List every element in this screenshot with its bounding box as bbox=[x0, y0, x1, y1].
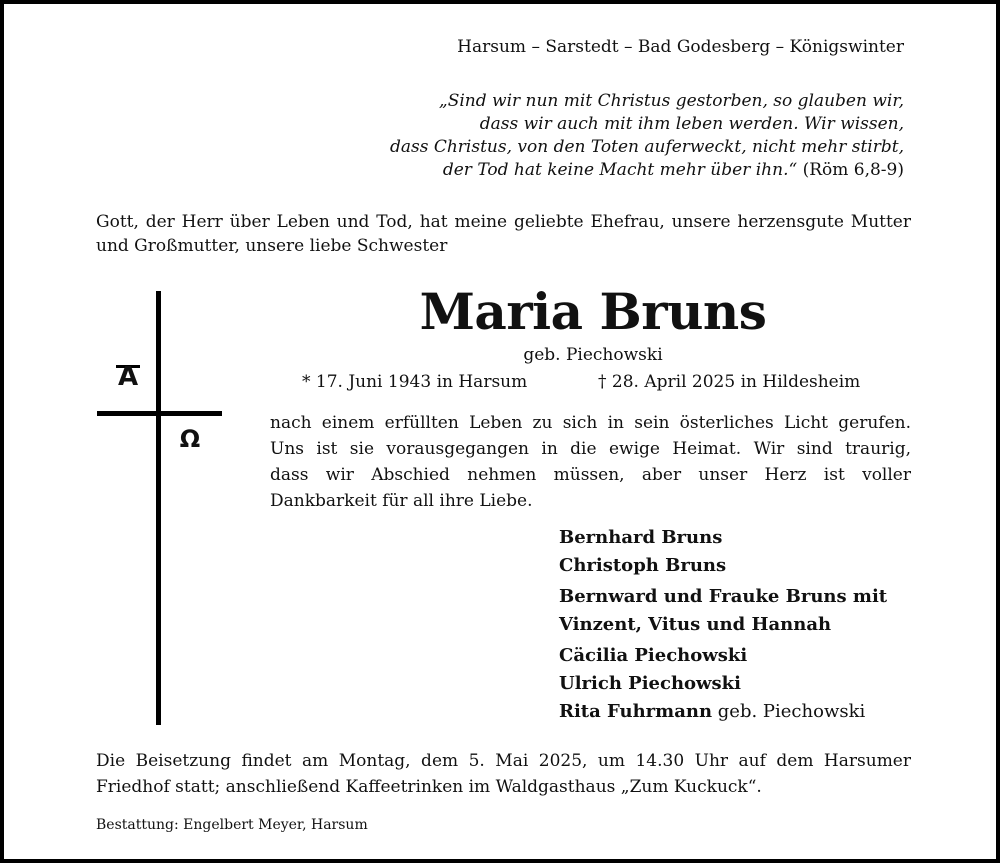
funeral-info bbox=[96, 748, 911, 800]
message-text bbox=[270, 410, 911, 514]
alpha-symbol: A bbox=[117, 362, 139, 392]
mourner-name: Rita Fuhrmann bbox=[559, 701, 713, 722]
funeral-line: Die Beisetzung findet am Montag, dem 5. Mai 2025, um 14.30 Uhr auf dem Harsumer bbox=[96, 751, 911, 771]
message-line: Dankbarkeit für all ihre Liebe. bbox=[270, 491, 533, 511]
intro-text bbox=[96, 210, 911, 258]
quote-line: der Tod hat keine Macht mehr über ihn.“ bbox=[442, 160, 798, 180]
bible-quote bbox=[390, 90, 904, 182]
quote-line: „Sind wir nun mit Christus gestorben, so glauben wir, bbox=[438, 91, 904, 111]
birth-name: geb. Piechowski bbox=[523, 345, 663, 365]
cross-horizontal-beam bbox=[97, 411, 222, 416]
message-line: Uns ist sie vorausgegangen in die ewige Heimat. Wir sind traurig, bbox=[270, 439, 911, 459]
birth-date: * 17. Juni 1943 in Harsum bbox=[302, 372, 528, 392]
intro-paragraph: Gott, der Herr über Leben und Tod, hat meine geliebte Ehefrau, unsere herzensgute Mutter und Großmutter, unsere liebe Schwester bbox=[96, 212, 911, 256]
mourner-name: Cäcilia Piechowski bbox=[559, 645, 748, 666]
omega-symbol: Ω bbox=[179, 425, 201, 453]
message-line: dass wir Abschied nehmen müssen, aber unser Herz ist voller bbox=[270, 465, 911, 485]
deceased-name: Maria Bruns bbox=[419, 282, 767, 341]
mourner-name: Ulrich Piechowski bbox=[559, 673, 741, 694]
mourner-name: Vinzent, Vitus und Hannah bbox=[559, 614, 832, 635]
quote-line: dass Christus, von den Toten auferweckt, nicht mehr stirbt, bbox=[389, 137, 904, 157]
mourner-name: Bernward und Frauke Bruns mit bbox=[559, 586, 888, 607]
places-line: Harsum – Sarstedt – Bad Godesberg – Königswinter bbox=[457, 37, 904, 57]
mourners-list bbox=[559, 524, 887, 729]
undertaker-credit: Bestattung: Engelbert Meyer, Harsum bbox=[96, 817, 368, 833]
quote-line: dass wir auch mit ihm leben werden. Wir wissen, bbox=[479, 114, 904, 134]
mourner-name: Bernhard Bruns bbox=[559, 527, 723, 548]
quote-reference: (Röm 6,8-9) bbox=[797, 160, 904, 180]
message-line: nach einem erfüllten Leben zu sich in sein österliches Licht gerufen. bbox=[270, 413, 911, 433]
cross-vertical-beam bbox=[156, 291, 161, 725]
death-date: † 28. April 2025 in Hildesheim bbox=[598, 372, 861, 392]
mourner-birth-name: geb. Piechowski bbox=[712, 701, 866, 722]
funeral-line: Friedhof statt; anschließend Kaffeetrinken im Waldgasthaus „Zum Kuckuck“. bbox=[96, 777, 762, 797]
mourner-name: Christoph Bruns bbox=[559, 555, 727, 576]
